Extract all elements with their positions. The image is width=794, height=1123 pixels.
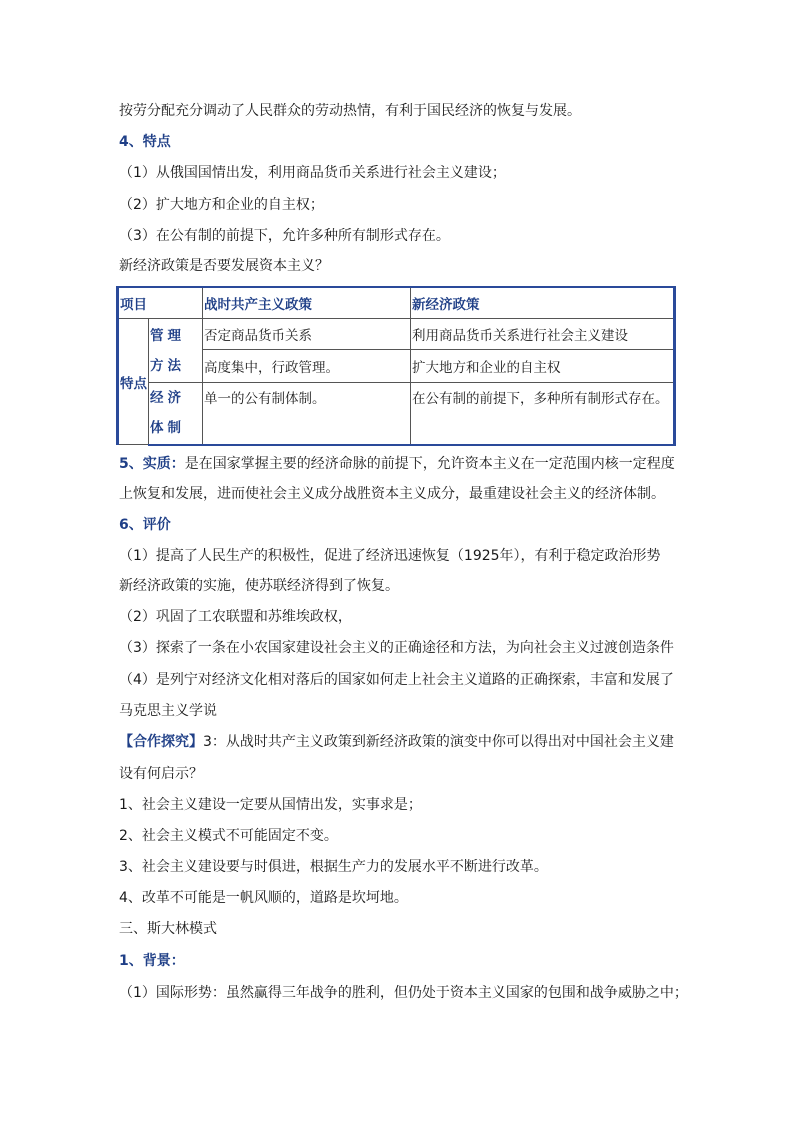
section-heading-evaluation: 6、评价 (119, 517, 171, 533)
row-label-management: 管理方法 (149, 319, 203, 383)
section-heading-background: 1、背景： (119, 953, 185, 969)
section-title-stalin-model: 三、斯大林模式 (119, 921, 217, 937)
header-nep: 新经济政策 (411, 287, 675, 319)
table-cell: 在公有制的前提下，多种所有制形式存在。 (411, 383, 675, 445)
evaluation-item: （4）是列宁对经济文化相对落后的国家如何走上社会主义道路的正确探索，丰富和发展了 (119, 672, 674, 688)
feature-item: （1）从俄国国情出发，利用商品货币关系进行社会主义建设； (119, 165, 506, 181)
essence-label: 5、实质： (119, 456, 185, 472)
background-item: （1）国际形势：虽然赢得三年战争的胜利，但仍处于资本主义国家的包围和战争威胁之中； (119, 985, 688, 1001)
inquiry-question: 3：从战时共产主义政策到新经济政策的演变中你可以得出对中国社会主义建 (203, 734, 674, 750)
header-item: 项目 (118, 287, 203, 319)
question: 新经济政策是否要发展资本主义？ (119, 258, 329, 274)
paragraph: 设有何启示？ (119, 766, 203, 782)
essence-text: 是在国家掌握主要的经济命脉的前提下，允许资本主义在一定范围内核一定程度 (184, 456, 675, 472)
section-heading-features: 4、特点 (119, 134, 171, 150)
essence-line (119, 454, 675, 474)
table-cell: 单一的公有制体制。 (203, 383, 411, 445)
evaluation-item: （1）提高了人民生产的积极性，促进了经济迅速恢复（1925年），有利于稳定政治形势 (119, 548, 661, 564)
row-label-features: 特点 (118, 319, 149, 445)
evaluation-item: 马克思主义学说 (119, 703, 217, 719)
paragraph: 上恢复和发展，进而使社会主义成分战胜资本主义成分，最重建设社会主义的经济体制。 (119, 486, 665, 502)
inquiry-answer: 4、改革不可能是一帆风顺的，道路是坎坷地。 (119, 890, 408, 906)
inquiry-line (119, 732, 674, 752)
table-cell: 扩大地方和企业的自主权 (411, 350, 675, 383)
evaluation-item: （2）巩固了工农联盟和苏维埃政权， (119, 609, 352, 625)
row-label-economic-system: 经济体制 (149, 383, 203, 445)
table-cell: 利用商品货币关系进行社会主义建设 (411, 319, 675, 350)
inquiry-label: 【合作探究】 (119, 734, 203, 750)
paragraph: 按劳分配充分调动了人民群众的劳动热情，有利于国民经济的恢复与发展。 (119, 103, 581, 119)
inquiry-answer: 1、社会主义建设一定要从国情出发，实事求是； (119, 797, 422, 813)
feature-item: （2）扩大地方和企业的自主权； (119, 197, 324, 213)
header-war-communism: 战时共产主义政策 (203, 287, 411, 319)
evaluation-item: （3）探索了一条在小农国家建设社会主义的正确途径和方法，为向社会主义过渡创造条件 (119, 640, 674, 656)
table-cell: 否定商品货币关系 (203, 319, 411, 350)
inquiry-answer: 3、社会主义建设要与时俱进，根据生产力的发展水平不断进行改革。 (119, 859, 548, 875)
comparison-table (116, 286, 676, 446)
inquiry-answer: 2、社会主义模式不可能固定不变。 (119, 828, 338, 844)
evaluation-item: 新经济政策的实施，使苏联经济得到了恢复。 (119, 578, 399, 594)
table-cell: 高度集中，行政管理。 (203, 350, 411, 383)
feature-item: （3）在公有制的前提下，允许多种所有制形式存在。 (119, 228, 450, 244)
